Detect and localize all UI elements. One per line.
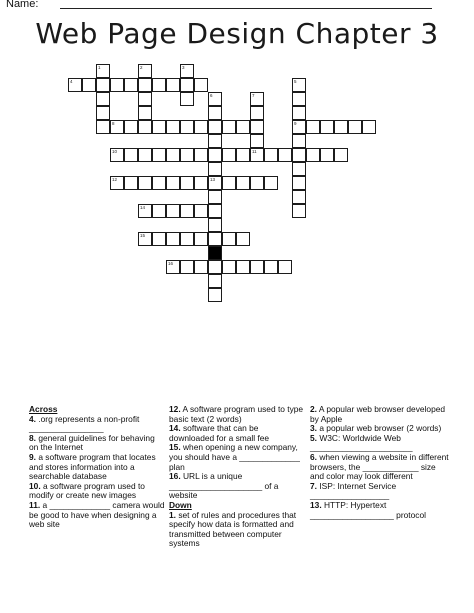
grid-cell[interactable] bbox=[264, 176, 278, 190]
cell-number: 15 bbox=[140, 233, 146, 238]
grid-cell[interactable] bbox=[278, 148, 292, 162]
clue-across-14 bbox=[169, 424, 305, 443]
grid-cell[interactable] bbox=[362, 120, 376, 134]
cell-number: 16 bbox=[168, 261, 174, 266]
grid-cell[interactable] bbox=[250, 134, 264, 148]
grid-cell[interactable] bbox=[138, 204, 152, 218]
clue-text: set of rules and procedures that specify how data is formatted and transmitted between computer systems bbox=[169, 509, 299, 549]
grid-cell[interactable] bbox=[194, 232, 208, 246]
grid-cell[interactable] bbox=[292, 134, 306, 148]
grid-cell[interactable] bbox=[208, 92, 222, 106]
grid-cell[interactable] bbox=[236, 232, 250, 246]
cell-number: 10 bbox=[112, 149, 118, 154]
grid-cell[interactable] bbox=[180, 120, 194, 134]
grid-cell[interactable] bbox=[124, 148, 138, 162]
grid-cell[interactable] bbox=[292, 204, 306, 218]
grid-cell[interactable] bbox=[180, 64, 194, 78]
cell-number: 11 bbox=[252, 149, 257, 154]
clue-across-12 bbox=[169, 405, 305, 424]
grid-cell[interactable] bbox=[208, 176, 222, 190]
grid-cell[interactable] bbox=[306, 148, 320, 162]
grid-cell[interactable] bbox=[138, 64, 152, 78]
clue-number: 5. bbox=[310, 432, 317, 443]
clue-number: 3. bbox=[310, 423, 317, 434]
grid-cell[interactable] bbox=[208, 190, 222, 204]
clue-number: 11. bbox=[29, 499, 41, 510]
grid-cell[interactable] bbox=[180, 260, 194, 274]
clue-number: 14. bbox=[169, 423, 181, 434]
clue-down-7 bbox=[310, 482, 450, 501]
grid-cell[interactable] bbox=[152, 204, 166, 218]
clue-text: a _____________ camera would be good to have when designing a web site bbox=[29, 499, 167, 530]
cell-number: 13 bbox=[210, 177, 216, 182]
grid-cell[interactable] bbox=[306, 120, 320, 134]
clue-text: ISP: Internet Service _________________ bbox=[310, 480, 399, 501]
grid-cell[interactable] bbox=[96, 78, 110, 92]
clue-text: A software program used to type basic text (2 words) bbox=[169, 404, 306, 424]
clue-text: software that can be downloaded for a small fee bbox=[169, 423, 270, 443]
grid-cell[interactable] bbox=[166, 120, 180, 134]
grid-cell[interactable] bbox=[208, 204, 222, 218]
clue-text: .org represents a non-profit ________________ bbox=[29, 413, 142, 434]
grid-cell[interactable] bbox=[250, 176, 264, 190]
grid-cell[interactable] bbox=[292, 190, 306, 204]
grid-cell[interactable] bbox=[166, 260, 180, 274]
grid-cell[interactable] bbox=[250, 148, 264, 162]
grid-cell[interactable] bbox=[334, 120, 348, 134]
grid-cell[interactable] bbox=[250, 260, 264, 274]
grid-cell[interactable] bbox=[166, 148, 180, 162]
grid-cell[interactable] bbox=[138, 78, 152, 92]
clue-column-2 bbox=[169, 405, 305, 549]
grid-cell[interactable] bbox=[292, 176, 306, 190]
grid-cell[interactable] bbox=[180, 176, 194, 190]
clue-number: 2. bbox=[310, 404, 317, 414]
grid-cell[interactable] bbox=[138, 148, 152, 162]
grid-cell[interactable] bbox=[208, 274, 222, 288]
grid-cell[interactable] bbox=[292, 120, 306, 134]
grid-cell[interactable] bbox=[180, 78, 194, 92]
grid-cell[interactable] bbox=[166, 176, 180, 190]
grid-cell[interactable] bbox=[194, 120, 208, 134]
clue-number: 16. bbox=[169, 471, 181, 482]
grid-cell[interactable] bbox=[152, 120, 166, 134]
grid-cell[interactable] bbox=[124, 78, 138, 92]
grid-cell[interactable] bbox=[138, 120, 152, 134]
crossword-grid bbox=[0, 0, 474, 300]
clue-number: 10. bbox=[29, 480, 41, 491]
grid-cell[interactable] bbox=[180, 92, 194, 106]
clue-across-8 bbox=[29, 434, 165, 453]
blocked-cell bbox=[208, 246, 222, 260]
grid-cell[interactable] bbox=[180, 148, 194, 162]
clue-column-3 bbox=[310, 405, 450, 520]
grid-cell[interactable] bbox=[96, 92, 110, 106]
grid-cell[interactable] bbox=[194, 176, 208, 190]
grid-cell[interactable] bbox=[208, 134, 222, 148]
grid-cell[interactable] bbox=[138, 176, 152, 190]
grid-cell[interactable] bbox=[250, 120, 264, 134]
grid-cell[interactable] bbox=[166, 232, 180, 246]
grid-cell[interactable] bbox=[152, 148, 166, 162]
grid-cell[interactable] bbox=[320, 148, 334, 162]
grid-cell[interactable] bbox=[194, 204, 208, 218]
grid-cell[interactable] bbox=[180, 232, 194, 246]
grid-cell[interactable] bbox=[152, 176, 166, 190]
cell-number: 3 bbox=[182, 65, 185, 70]
clue-number: 7. bbox=[310, 480, 317, 491]
clue-across-4 bbox=[29, 415, 165, 434]
clue-across-9 bbox=[29, 453, 165, 482]
clue-text: when viewing a website in different browsers, the ____________ size and color may look different bbox=[310, 451, 451, 482]
cell-number: 6 bbox=[210, 93, 213, 98]
cell-number: 14 bbox=[140, 205, 146, 210]
grid-cell[interactable] bbox=[68, 78, 82, 92]
grid-cell[interactable] bbox=[208, 218, 222, 232]
clue-down-1 bbox=[169, 511, 305, 549]
grid-cell[interactable] bbox=[278, 260, 292, 274]
clue-text: A popular web browser developed by Apple bbox=[310, 404, 448, 424]
grid-cell[interactable] bbox=[208, 162, 222, 176]
cell-number: 9 bbox=[294, 121, 297, 126]
clue-across-11 bbox=[29, 501, 165, 530]
clue-text: W3C: Worldwide Web ______________________ bbox=[310, 432, 413, 453]
grid-cell[interactable] bbox=[236, 148, 250, 162]
grid-cell[interactable] bbox=[96, 120, 110, 134]
grid-cell[interactable] bbox=[180, 204, 194, 218]
grid-cell[interactable] bbox=[138, 106, 152, 120]
grid-cell[interactable] bbox=[208, 232, 222, 246]
down-heading: Down bbox=[169, 499, 192, 510]
grid-cell[interactable] bbox=[208, 120, 222, 134]
clue-text: a popular web browser (2 words) bbox=[317, 423, 442, 434]
across-heading: Across bbox=[29, 404, 58, 414]
grid-cell[interactable] bbox=[138, 92, 152, 106]
grid-cell[interactable] bbox=[222, 176, 236, 190]
page-title: Web Page Design Chapter 3 bbox=[35, 17, 439, 50]
grid-cell[interactable] bbox=[250, 92, 264, 106]
grid-cell[interactable] bbox=[334, 148, 348, 162]
cell-number: 5 bbox=[294, 79, 297, 84]
grid-cell[interactable] bbox=[110, 78, 124, 92]
grid-cell[interactable] bbox=[166, 78, 180, 92]
clue-across-15 bbox=[169, 443, 305, 472]
clue-text: a software program that locates and stores information into a searchable database bbox=[29, 451, 158, 482]
grid-cell[interactable] bbox=[194, 78, 208, 92]
clue-number: 15. bbox=[169, 442, 181, 453]
clue-number: 8. bbox=[29, 432, 36, 443]
grid-cell[interactable] bbox=[250, 106, 264, 120]
clue-text: general guidelines for behaving on the Internet bbox=[29, 432, 158, 453]
clue-column-1 bbox=[29, 405, 165, 530]
grid-cell[interactable] bbox=[292, 106, 306, 120]
cell-number: 12 bbox=[112, 177, 118, 182]
grid-cell[interactable] bbox=[236, 176, 250, 190]
name-label: Name: bbox=[6, 0, 39, 10]
clue-number: 12. bbox=[169, 404, 181, 414]
grid-cell[interactable] bbox=[110, 120, 124, 134]
clue-down-13 bbox=[310, 501, 450, 520]
clue-down-6 bbox=[310, 453, 450, 482]
grid-cell[interactable] bbox=[292, 78, 306, 92]
grid-cell[interactable] bbox=[208, 260, 222, 274]
grid-cell[interactable] bbox=[152, 232, 166, 246]
grid-cell[interactable] bbox=[222, 260, 236, 274]
grid-cell[interactable] bbox=[194, 148, 208, 162]
grid-cell[interactable] bbox=[96, 64, 110, 78]
grid-cell[interactable] bbox=[292, 92, 306, 106]
grid-cell[interactable] bbox=[82, 78, 96, 92]
grid-cell[interactable] bbox=[236, 260, 250, 274]
grid-cell[interactable] bbox=[292, 162, 306, 176]
clue-text: URL is a unique ____________________ of a website bbox=[169, 471, 281, 501]
grid-cell[interactable] bbox=[264, 260, 278, 274]
grid-cell[interactable] bbox=[194, 260, 208, 274]
clue-across-10 bbox=[29, 482, 165, 501]
grid-cell[interactable] bbox=[292, 148, 306, 162]
clue-text: when opening a new company, you should have a _____________ plan bbox=[169, 442, 303, 472]
grid-cell[interactable] bbox=[222, 120, 236, 134]
grid-cell[interactable] bbox=[124, 120, 138, 134]
clue-text: a software program used to modify or create new images bbox=[29, 480, 148, 501]
grid-cell[interactable] bbox=[264, 148, 278, 162]
grid-cell[interactable] bbox=[166, 204, 180, 218]
grid-cell[interactable] bbox=[110, 176, 124, 190]
clue-number: 4. bbox=[29, 413, 36, 424]
clue-number: 1. bbox=[169, 509, 176, 520]
clue-number: 13. bbox=[310, 499, 322, 510]
grid-cell[interactable] bbox=[208, 148, 222, 162]
grid-cell[interactable] bbox=[222, 232, 236, 246]
cell-number: 4 bbox=[70, 79, 73, 84]
clue-number: 9. bbox=[29, 451, 36, 462]
grid-cell[interactable] bbox=[320, 120, 334, 134]
clue-down-5 bbox=[310, 434, 450, 453]
cell-number: 1 bbox=[98, 65, 101, 70]
cell-number: 2 bbox=[140, 65, 143, 70]
grid-cell[interactable] bbox=[222, 148, 236, 162]
grid-cell[interactable] bbox=[152, 78, 166, 92]
clue-number: 6. bbox=[310, 451, 317, 462]
clue-down-2 bbox=[310, 405, 450, 424]
clue-across-16 bbox=[169, 472, 305, 501]
grid-cell[interactable] bbox=[96, 106, 110, 120]
cell-number: 8 bbox=[112, 121, 115, 126]
grid-cell[interactable] bbox=[236, 120, 250, 134]
grid-cell[interactable] bbox=[110, 148, 124, 162]
grid-cell[interactable] bbox=[208, 288, 222, 302]
grid-cell[interactable] bbox=[208, 106, 222, 120]
clue-text: HTTP: Hypertext __________________ protocol bbox=[310, 499, 426, 520]
grid-cell[interactable] bbox=[124, 176, 138, 190]
grid-cell[interactable] bbox=[348, 120, 362, 134]
cell-number: 7 bbox=[252, 93, 255, 98]
grid-cell[interactable] bbox=[138, 232, 152, 246]
